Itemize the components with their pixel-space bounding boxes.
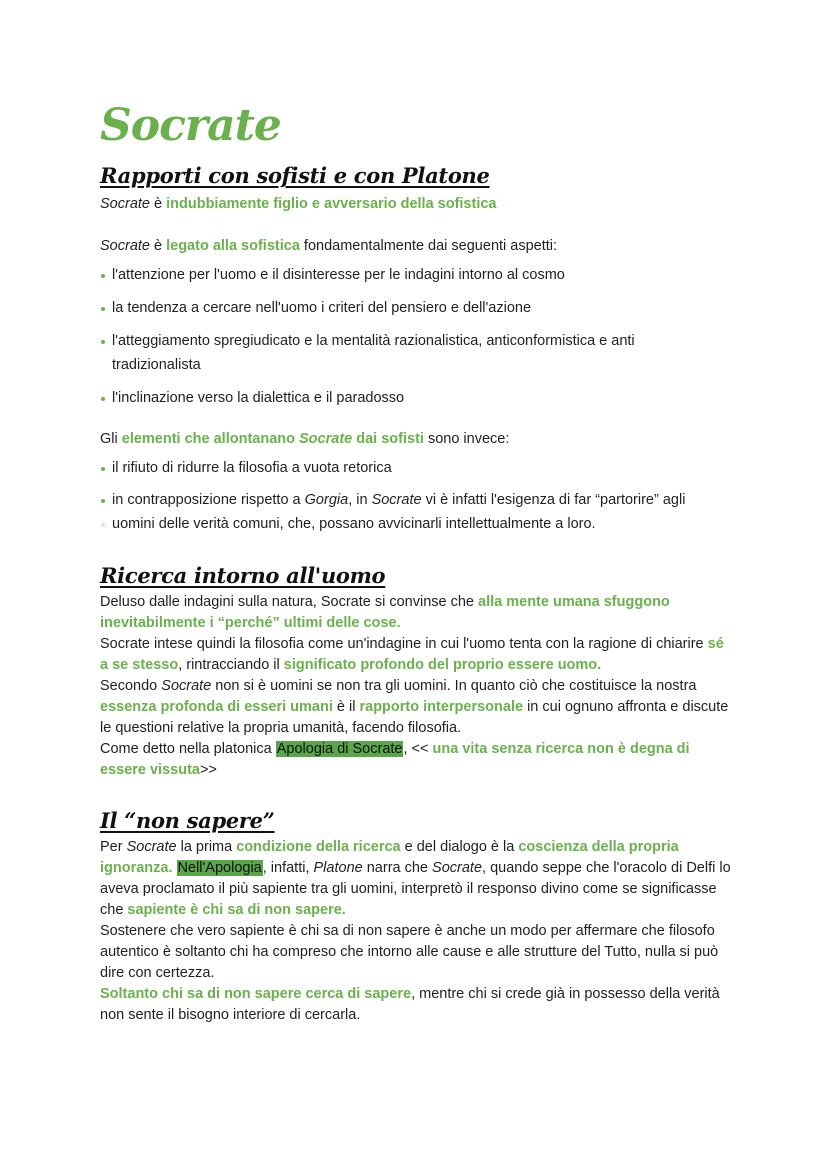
italic-term: Socrate <box>161 678 212 694</box>
text: , infatti, <box>262 860 314 876</box>
text: è <box>149 238 167 254</box>
text: e del dialogo è la <box>400 839 519 855</box>
text: è il <box>332 699 360 715</box>
text: Per <box>100 839 127 855</box>
list-item <box>100 386 740 410</box>
text: >> <box>199 762 217 778</box>
bullet-icon <box>101 499 105 503</box>
text: Deluso dalle indagini sulla natura, Socrate si convinse che <box>100 594 479 610</box>
emphasis: sé a se stesso <box>100 636 724 673</box>
text: vi è infatti l'esigenza di far “partorire” agli uomini delle verità comuni, che, possano avvicinarli intellettualmente a loro. <box>112 492 686 532</box>
list-item <box>100 296 740 320</box>
intro-paragraph <box>100 194 740 215</box>
italic-term: Gorgia <box>304 492 349 508</box>
emphasis: essenza profonda di esseri umani <box>100 699 333 715</box>
text: non si è uomini se non tra gli uomini. In quanto ciò che costituisce la nostra <box>211 678 697 694</box>
text: in cui ognuno affronta e discute le questioni relative la propria umanità, facendo filosofia. <box>100 699 729 736</box>
ricerca-paragraph <box>100 592 730 781</box>
text: , << <box>403 741 433 757</box>
text: fondamentalmente dai seguenti aspetti: <box>299 238 558 254</box>
italic-term: Socrate <box>371 492 422 508</box>
emphasis: alla mente umana sfuggono inevitabilmente i “perché” ultimi delle cose. <box>100 594 670 631</box>
bullet-icon <box>101 274 105 278</box>
section-heading-rapporti: Rapporti con sofisti e con Platone <box>100 163 490 188</box>
emphasis-italic: Socrate <box>299 431 353 447</box>
highlighted-text: Apologia di Socrate <box>276 741 403 757</box>
text: sono invece: <box>423 431 510 447</box>
bullet-icon <box>101 523 105 527</box>
emphasis: coscienza della propria ignoranza. <box>100 839 679 876</box>
non-sapere-paragraph <box>100 837 732 1026</box>
emphasis: Soltanto chi sa di non sapere cerca di sapere <box>100 986 412 1002</box>
emphasis: rapporto interpersonale <box>359 699 524 715</box>
text: , quando seppe che l'oracolo di Delfi lo aveva proclamato il più sapiente tra gli uomini, interpretò il responso divino come se significasse che <box>100 860 731 918</box>
list-item <box>100 263 740 287</box>
list-item-text: l'inclinazione verso la dialettica e il paradosso <box>112 390 405 406</box>
list-item <box>100 488 732 536</box>
list-item-text: l'atteggiamento spregiudicato e la mentalità razionalistica, anticonformistica e anti tradizionalista <box>112 333 635 373</box>
section-heading-non-sapere: Il “non sapere” <box>100 808 275 833</box>
aspects-list <box>100 263 740 410</box>
emphasis: una vita senza ricerca non è degna di essere vissuta <box>100 741 690 778</box>
italic-term: Socrate <box>432 860 483 876</box>
differences-list <box>100 456 740 536</box>
text: narra che <box>362 860 433 876</box>
italic-term: Platone <box>313 860 363 876</box>
text: , in <box>348 492 372 508</box>
list-item <box>100 329 652 377</box>
bullet-icon <box>101 340 105 344</box>
emphasis: condizione della ricerca <box>236 839 401 855</box>
text: Secondo <box>100 678 162 694</box>
text <box>173 860 177 876</box>
text: Sostenere che vero sapiente è chi sa di non sapere è anche un modo per affermare che filosofo autentico è soltanto chi ha compreso che intorno alle cause e alle strutture del Tutto, nulla si può dire con certezza. <box>100 923 719 981</box>
section-heading-ricerca: Ricerca intorno all'uomo <box>100 563 386 588</box>
italic-term: Socrate <box>100 196 150 212</box>
italic-term: Socrate <box>126 839 177 855</box>
bullet-icon <box>101 397 105 401</box>
list-item-text: la tendenza a cercare nell'uomo i criteri del pensiero e dell'azione <box>112 300 532 316</box>
aspects-intro <box>100 236 740 257</box>
text: Gli <box>100 431 122 447</box>
text: la prima <box>176 839 237 855</box>
differences-intro <box>100 429 740 450</box>
bullet-icon <box>101 467 105 471</box>
list-item-text: l'attenzione per l'uomo e il disinteresse per le indagini intorno al cosmo <box>112 267 565 283</box>
text: è <box>149 196 167 212</box>
list-item-text: il rifiuto di ridurre la filosofia a vuota retorica <box>112 460 392 476</box>
text: in contrapposizione rispetto a <box>112 492 305 508</box>
italic-term: Socrate <box>100 238 150 254</box>
list-item <box>100 456 740 480</box>
emphasis: dai sofisti <box>352 431 424 447</box>
text: , rintracciando il <box>178 657 284 673</box>
text: Socrate intese quindi la filosofia come un'indagine in cui l'uomo tenta con la ragione di chiarire <box>100 636 708 652</box>
bullet-icon <box>101 307 105 311</box>
highlighted-text: Nell'Apologia <box>177 860 262 876</box>
text: , mentre chi si crede già in possesso della verità non sente il bisogno interiore di cercarla. <box>100 986 720 1023</box>
emphasis: legato alla sofistica <box>166 238 300 254</box>
emphasis: significato profondo del proprio essere uomo. <box>283 657 602 673</box>
emphasis: elementi che allontanano <box>121 431 300 447</box>
text: Come detto nella platonica <box>100 741 276 757</box>
emphasis: sapiente è chi sa di non sapere. <box>127 902 346 918</box>
emphasis: indubbiamente figlio e avversario della sofistica <box>166 196 497 212</box>
page-title: Socrate <box>100 100 281 151</box>
